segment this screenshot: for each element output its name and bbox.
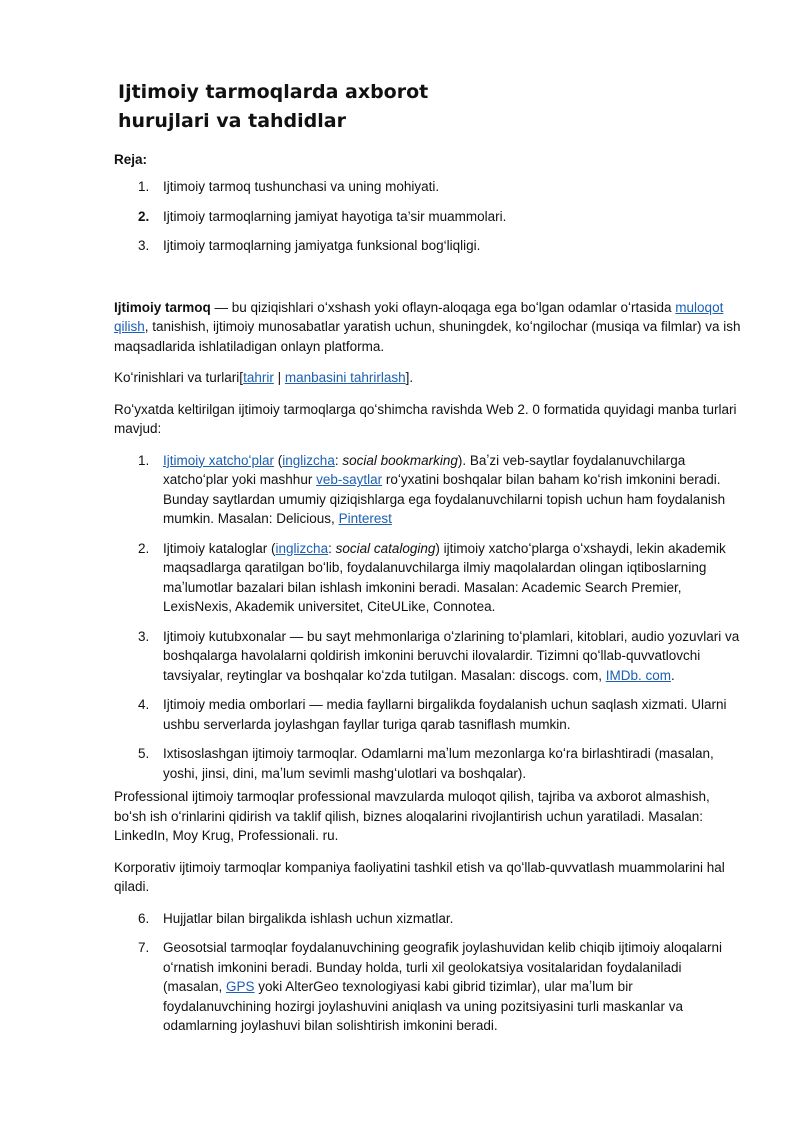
text: Ijtimoiy kataloglar ( <box>163 540 276 556</box>
text: yoki AlterGeo texnologiyasi kabi gibrid tizimlar), ular maʼlum bir foydalanuvchining hozirgi joylashuvini aniqlash va uning pozitsiyasini turli maskanlar va odamlarning joylashuvi bilan solishtirish imkonini beradi. <box>163 979 684 1033</box>
corporate-paragraph: Korporativ ijtimoiy tarmoqlar kompaniya faoliyatini tashkil etish va qoʻllab-quvvatlash muammolarini hal qiladi. <box>114 859 725 894</box>
text: ). Baʼzi veb-saytlar foydalanuvchilarga xatchoʻplar yoki mashhur <box>163 452 686 487</box>
document-title <box>118 78 744 136</box>
bracket: ]. <box>405 370 414 385</box>
definition-text-end: , tanishish, ijtimoiy munosabatlar yaratish uchun, shuningdek, koʻngilochar (musiqa va filmlar) va ish maqsadlarida ishlatiladigan onlayn platforma. <box>114 319 741 354</box>
text: Ijtimoiy kutubxonalar — bu sayt mehmonlariga oʻzlarining toʻplamlari, kitoblari, audio yozuvlari va boshqalarga havolalarni qoldirish imkonini beruvchi ilovalardir. Tizimni qoʻllab-quvvatlovchi tavsiyalar, reytinglar va boshqalar koʻzda tutilgan. Masalan: discogs. com, <box>163 628 740 683</box>
list-item <box>114 627 744 686</box>
plan-item <box>114 207 744 227</box>
intro-paragraph: Roʻyxatda keltirilgan ijtimoiy tarmoqlarga qoʻshimcha ravishda Web 2. 0 formatida quyidagi manba turlari mavjud: <box>114 401 737 436</box>
text: Hujjatlar bilan birgalikda ishlash uchun xizmatlar. <box>163 910 454 926</box>
text: Ijtimoiy media omborlari — media fayllarni birgalikda foydalanish uchun saqlash xizmati. Ularni ushbu serverlarda joylashgan fayllar turiga qarab tasniflash mumkin. <box>163 697 727 732</box>
list-item <box>114 909 744 929</box>
definition-text: — bu qiziqishlari oʻxshash yoki oflayn-aloqaga ega boʻlgan odamlar oʻrtasida <box>210 299 676 315</box>
list-number: 3. <box>138 628 150 644</box>
plan-item-text: Ijtimoiy tarmoqlarning jamiyat hayotiga ta’sir muammolari. <box>163 208 507 224</box>
list-item <box>114 938 744 1036</box>
english-link[interactable]: inglizcha <box>282 452 335 468</box>
definition-paragraph <box>114 298 744 357</box>
types-heading-text: Koʻrinishlari va turlari <box>114 370 240 385</box>
list-number: 7. <box>138 940 150 955</box>
text: : <box>328 540 336 556</box>
list-item <box>114 539 744 617</box>
types-list-continued <box>114 909 744 1036</box>
text: . <box>670 667 675 683</box>
list-number: 1. <box>138 452 150 468</box>
professional-paragraph: Professional ijtimoiy tarmoqlar professional mavzularda muloqot qilish, tajriba va axborot almashish, boʻsh ish oʻrinlarini qidirish va taklif qilish, biznes aloqalarini rivojlantirish uchun yaratiladi. Masalan: LinkedIn, Moy Krug, Professionali. ru. <box>114 789 710 843</box>
plan-item-text: Ijtimoiy tarmoqlarning jamiyatga funksional bog‘liqligi. <box>163 238 481 253</box>
plan-list <box>114 177 744 256</box>
types-heading <box>114 368 744 388</box>
title-line-2: hurujlari va tahdidlar <box>118 110 346 132</box>
types-list <box>114 451 744 784</box>
text: Ixtisoslashgan ijtimoiy tarmoqlar. Odamlarni maʼlum mezonlarga koʻra birlashtiradi (masalan, yoshi, jinsi, dini, maʼlum sevimli mashgʻulotlari va boshqalar). <box>163 746 714 781</box>
english-link[interactable]: inglizcha <box>275 540 329 556</box>
list-number: 5. <box>138 746 150 761</box>
edit-source-link[interactable]: manbasini tahrirlash <box>284 370 406 385</box>
separator: | <box>273 370 285 385</box>
list-number: 6. <box>138 910 150 926</box>
list-item <box>114 695 744 734</box>
list-number: 4. <box>138 697 150 712</box>
list-number: 2. <box>138 208 150 224</box>
list-item <box>114 744 744 783</box>
plan-item <box>114 177 744 197</box>
list-number: 1. <box>138 179 150 194</box>
text: ) ijtimoiy xatchoʻplarga oʻxshaydi, lekin akademik maqsadlarga qaratilgan boʻlib, foydalanuvchilarga ilmiy maqolalardan olingan iqtiboslarning maʼlumotlar bazalari bilan ishlash imkonini beradi. Masalan: Academic Search Premier, LexisNexis, Akademik universitet, CiteULike, Connotea. <box>163 540 726 614</box>
edit-link[interactable]: tahrir <box>243 370 274 385</box>
text: ( <box>274 452 283 468</box>
gps-link[interactable]: GPS <box>226 979 255 994</box>
muloqot-qilish-link[interactable]: muloqot qilish <box>114 299 724 334</box>
list-number: 3. <box>138 238 150 253</box>
text: roʻyxatini boshqalar bilan baham koʻrish imkonini beradi. Bunday saytlardan umumiy qiziqishlarga ega foydalanuvchilarni topish uchun ham foydalanish mumkin. Masalan: Delicious, <box>163 472 726 526</box>
text: Geosotsial tarmoqlar foydalanuvchining geografik joylashuvidan kelib chiqib ijtimoiy aloqalarni oʻrnatish imkonini beradi. Bunday holda, turli xil geolokatsiya vositalaridan foydalaniladi (masalan, <box>163 940 723 994</box>
plan-item-text: Ijtimoiy tarmoq tushunchasi va uning mohiyati. <box>163 179 440 194</box>
plan-item <box>114 236 744 256</box>
english-term: social cataloging <box>335 540 436 556</box>
websites-link[interactable]: veb-saytlar <box>316 472 383 487</box>
text: : <box>334 452 343 468</box>
list-number: 2. <box>138 540 150 556</box>
imdb-link[interactable]: IMDb. com <box>605 667 671 683</box>
pinterest-link[interactable]: Pinterest <box>338 511 392 526</box>
list-item <box>114 451 744 529</box>
social-bookmarks-link[interactable]: Ijtimoiy xatchoʻplar <box>163 452 275 468</box>
english-term: social bookmarking <box>342 452 458 468</box>
bracket: [ <box>239 370 244 385</box>
definition-term: Ijtimoiy tarmoq <box>114 299 211 315</box>
plan-heading: Reja: <box>114 152 148 167</box>
title-line-1: Ijtimoiy tarmoqlarda axborot <box>118 81 429 103</box>
